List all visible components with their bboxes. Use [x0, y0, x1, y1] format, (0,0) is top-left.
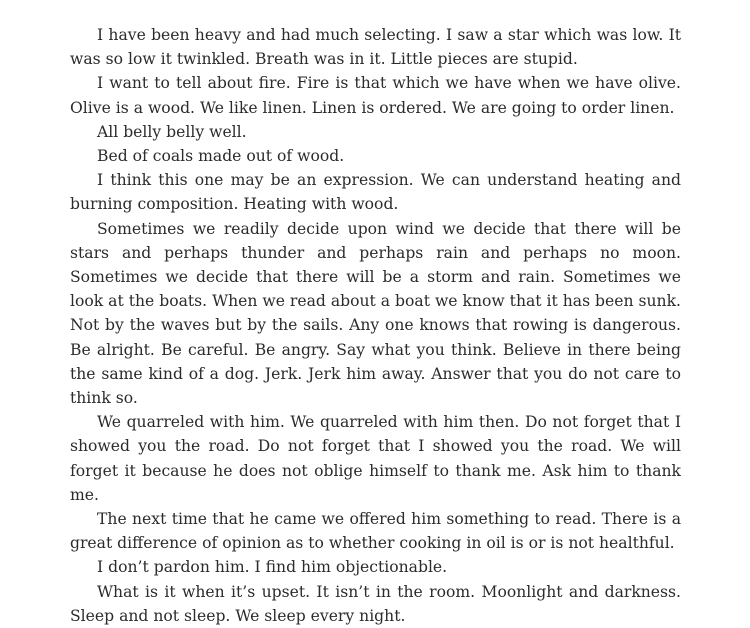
paragraph: We quarreled with him. We quarreled with him then. Do not forget that I showed you the road. Do not forget that I showed you the road. We will forget it because he does not oblige himself to thank me. Ask him to thank me. [70, 413, 681, 504]
paragraph: Bed of coals made out of wood. [97, 147, 345, 166]
paragraph: All belly belly well. [97, 122, 247, 141]
paragraph: I think this one may be an expression. We can understand heating and burning composition. Heating with wood. [70, 171, 681, 214]
paragraph: I want to tell about fire. Fire is that which we have when we have olive. Olive is a wood. We like linen. Linen is ordered. We are going to order linen. [70, 74, 681, 117]
paragraph: Sometimes we readily decide upon wind we decide that there will be stars and perhaps thunder and perhaps rain and perhaps no moon. Sometimes we decide that there will be a storm and rain. Sometimes we look at the boats. When we read about a boat we know that it has been sunk. Not by the waves but by the sails. Any one knows that rowing is dangerous. Be alright. Be careful. Be angry. Say what you think. Believe in there being the same kind of a dog. Jerk. Jerk him away. Answer that you do not care to think so. [70, 219, 681, 408]
paragraph: I don’t pardon him. I find him objectionable. [97, 558, 448, 577]
paragraph: I have been heavy and had much selecting. I saw a star which was low. It was so low it twinkled. Breath was in it. Little pieces are stupid. [70, 26, 681, 69]
paragraph: What is it when it’s upset. It isn’t in the room. Moonlight and darkness. Sleep and not sleep. We sleep every night. [70, 582, 681, 625]
paragraph: The next time that he came we offered him something to read. There is a great difference of opinion as to whether cooking in oil is or is not healthful. [70, 510, 681, 553]
document-body [70, 23, 681, 628]
